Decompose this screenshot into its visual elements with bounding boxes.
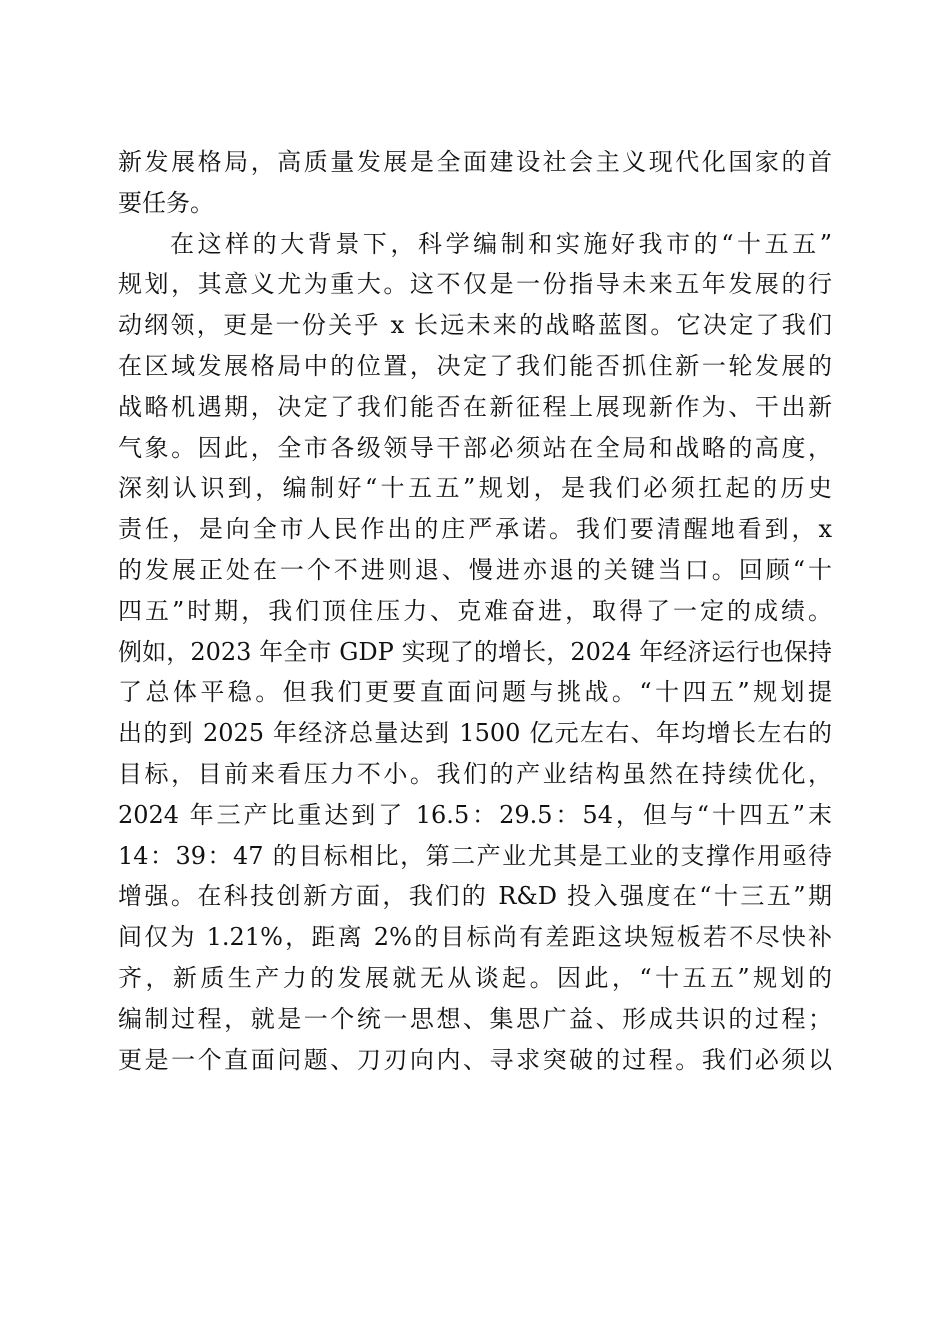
text-line: 例如，2023 年全市 GDP 实现了的增长，2024 年经济运行也保持 xyxy=(118,637,832,666)
text-line: 四五”时期，我们顶住压力、克难奋进，取得了一定的成绩。 xyxy=(118,596,832,625)
text-line: 增强。在科技创新方面，我们的 R&D 投入强度在“十三五”期 xyxy=(118,882,832,911)
text-line: 2024 年三产比重达到了 16.5：29.5：54，但与“十四五”末 xyxy=(118,800,832,829)
text-line: 在区域发展格局中的位置，决定了我们能否抓住新一轮发展的 xyxy=(118,351,832,380)
text-line: 要任务。 xyxy=(118,188,214,217)
text-line: 气象。因此，全市各级领导干部必须站在全局和战略的高度， xyxy=(118,433,832,462)
text-line: 动纲领，更是一份关乎 x 长远未来的战略蓝图。它决定了我们 xyxy=(118,311,832,340)
text-line: 齐，新质生产力的发展就无从谈起。因此，“十五五”规划的 xyxy=(118,963,832,992)
text-line: 间仅为 1.21%，距离 2%的目标尚有差距这块短板若不尽快补 xyxy=(118,923,832,952)
text-line: 责任，是向全市人民作出的庄严承诺。我们要清醒地看到，x xyxy=(118,515,832,544)
text-line: 规划，其意义尤为重大。这不仅是一份指导未来五年发展的行 xyxy=(118,270,832,299)
text-line: 了总体平稳。但我们更要直面问题与挑战。“十四五”规划提 xyxy=(118,678,832,707)
text-line: 出的到 2025 年经济总量达到 1500 亿元左右、年均增长左右的 xyxy=(118,719,832,748)
text-line: 战略机遇期，决定了我们能否在新征程上展现新作为、干出新 xyxy=(118,392,832,421)
paragraph-start-line: 在这样的大背景下，科学编制和实施好我市的“十五五” xyxy=(170,229,832,258)
document-body xyxy=(118,142,832,1080)
text-line: 目标，目前来看压力不小。我们的产业结构虽然在持续优化， xyxy=(118,759,832,788)
text-line: 更是一个直面问题、刀刃向内、寻求突破的过程。我们必须以 xyxy=(118,1045,832,1074)
text-line: 深刻认识到，编制好“十五五”规划，是我们必须扛起的历史 xyxy=(118,474,832,503)
text-line: 的发展正处在一个不进则退、慢进亦退的关键当口。回顾“十 xyxy=(118,555,832,584)
text-line: 14：39：47 的目标相比，第二产业尤其是工业的支撑作用亟待 xyxy=(118,841,832,870)
text-line: 编制过程，就是一个统一思想、集思广益、形成共识的过程； xyxy=(118,1004,832,1033)
text-line: 新发展格局，高质量发展是全面建设社会主义现代化国家的首 xyxy=(118,148,832,176)
